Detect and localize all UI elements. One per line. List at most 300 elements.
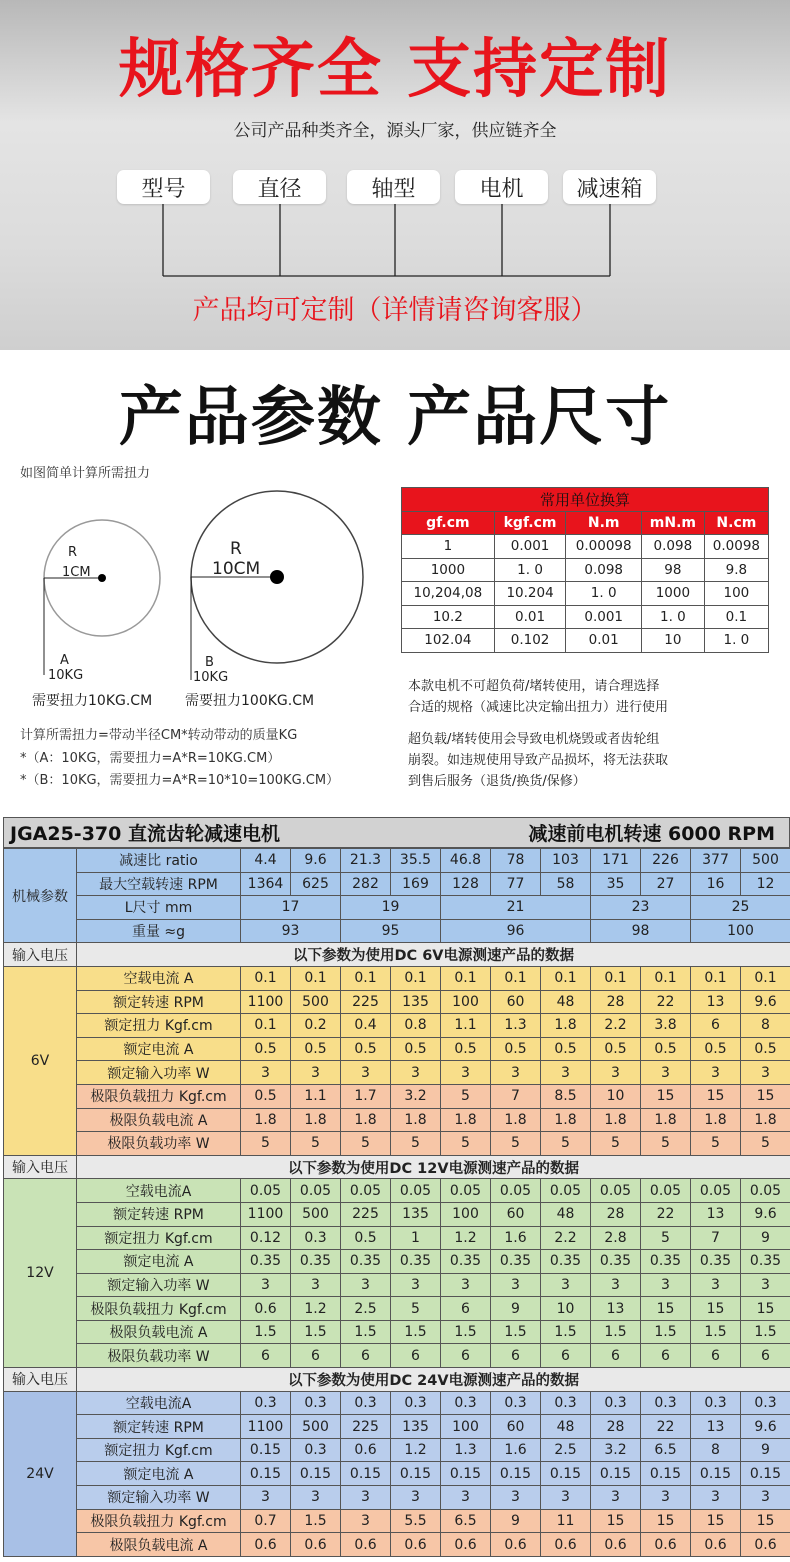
param-cell: 1.8 bbox=[241, 1108, 291, 1132]
param-cell: 3 bbox=[341, 1509, 391, 1533]
warning-block-1 bbox=[408, 676, 668, 718]
ratio-cell: 78 bbox=[491, 849, 541, 873]
param-cell: 10 bbox=[591, 1084, 641, 1108]
row-label: 极限负载扭力 Kgf.cm bbox=[77, 1297, 241, 1321]
param-cell: 1.5 bbox=[591, 1320, 641, 1344]
param-cell: 8 bbox=[691, 1438, 741, 1462]
voltage-banner-row bbox=[4, 1368, 790, 1392]
noload-cell: 16 bbox=[691, 872, 741, 896]
option-diameter: 直径 bbox=[233, 170, 326, 204]
l-size-cell: 25 bbox=[691, 896, 790, 920]
param-cell: 5 bbox=[391, 1297, 441, 1321]
unit-cell: 0.102 bbox=[494, 629, 566, 653]
param-cell: 1.2 bbox=[291, 1297, 341, 1321]
hero-subtitle: 公司产品种类齐全，源头厂家，供应链齐全 bbox=[233, 121, 557, 141]
param-cell: 100 bbox=[441, 1202, 491, 1226]
param-cell: 1.5 bbox=[641, 1320, 691, 1344]
param-row bbox=[4, 1344, 790, 1368]
param-cell: 7 bbox=[691, 1226, 741, 1250]
param-cell: 5 bbox=[441, 1084, 491, 1108]
param-cell: 0.3 bbox=[341, 1391, 391, 1415]
row-label: 额定输入功率 W bbox=[77, 1486, 241, 1510]
param-cell: 3.2 bbox=[591, 1438, 641, 1462]
param-cell: 0.6 bbox=[391, 1533, 441, 1557]
param-cell: 0.5 bbox=[591, 1037, 641, 1061]
param-cell: 1.8 bbox=[691, 1108, 741, 1132]
param-row bbox=[4, 966, 790, 990]
param-cell: 0.1 bbox=[391, 966, 441, 990]
warning-line: 合适的规格（减速比决定输出扭力）进行使用 bbox=[408, 700, 669, 715]
param-cell: 3 bbox=[541, 1273, 591, 1297]
weight-cell: 95 bbox=[341, 919, 441, 943]
unit-cell: 10.204 bbox=[494, 582, 566, 606]
row-label: 空载电流 A bbox=[77, 966, 241, 990]
unit-table-caption: 常用单位换算 bbox=[402, 488, 769, 512]
param-cell: 0.3 bbox=[491, 1391, 541, 1415]
param-cell: 0.35 bbox=[441, 1250, 491, 1274]
param-cell: 3 bbox=[291, 1273, 341, 1297]
param-cell: 1.5 bbox=[491, 1320, 541, 1344]
unit-cell: 1. 0 bbox=[641, 605, 704, 629]
unit-conversion-table bbox=[401, 487, 769, 653]
param-cell: 0.1 bbox=[691, 966, 741, 990]
param-cell: 1.8 bbox=[491, 1108, 541, 1132]
param-cell: 0.1 bbox=[241, 1014, 291, 1038]
param-cell: 0.05 bbox=[341, 1179, 391, 1203]
param-cell: 6 bbox=[441, 1344, 491, 1368]
param-cell: 0.15 bbox=[241, 1462, 291, 1486]
param-cell: 10 bbox=[541, 1297, 591, 1321]
param-cell: 0.35 bbox=[341, 1250, 391, 1274]
large-weight-label: 10KG bbox=[193, 670, 229, 685]
param-cell: 2.2 bbox=[591, 1014, 641, 1038]
param-cell: 0.6 bbox=[241, 1297, 291, 1321]
param-cell: 3 bbox=[691, 1273, 741, 1297]
param-cell: 3 bbox=[591, 1061, 641, 1085]
param-cell: 5 bbox=[541, 1132, 591, 1156]
param-cell: 3 bbox=[441, 1273, 491, 1297]
noload-cell: 35 bbox=[591, 872, 641, 896]
voltage-label: 6V bbox=[4, 966, 77, 1155]
param-row bbox=[4, 1320, 790, 1344]
param-cell: 3 bbox=[341, 1273, 391, 1297]
param-row bbox=[4, 1179, 790, 1203]
param-cell: 1.3 bbox=[491, 1014, 541, 1038]
unit-cell: 98 bbox=[641, 558, 704, 582]
large-r-label: R bbox=[230, 539, 242, 559]
param-cell: 6 bbox=[441, 1297, 491, 1321]
param-cell: 3 bbox=[591, 1273, 641, 1297]
param-cell: 3 bbox=[241, 1061, 291, 1085]
weight-cell: 93 bbox=[241, 919, 341, 943]
input-voltage-label: 输入电压 bbox=[4, 943, 77, 967]
ratio-cell: 103 bbox=[541, 849, 591, 873]
param-cell: 3 bbox=[491, 1061, 541, 1085]
param-cell: 1.8 bbox=[641, 1108, 691, 1132]
param-cell: 0.5 bbox=[541, 1037, 591, 1061]
param-cell: 3.8 bbox=[641, 1014, 691, 1038]
param-cell: 5 bbox=[441, 1132, 491, 1156]
param-cell: 6.5 bbox=[641, 1438, 691, 1462]
row-label: 极限负载扭力 Kgf.cm bbox=[77, 1509, 241, 1533]
param-cell: 2.8 bbox=[591, 1226, 641, 1250]
param-cell: 2.2 bbox=[541, 1226, 591, 1250]
unit-cell: 9.8 bbox=[704, 558, 768, 582]
param-cell: 0.05 bbox=[541, 1179, 591, 1203]
param-cell: 100 bbox=[441, 1415, 491, 1439]
ratio-cell: 226 bbox=[641, 849, 691, 873]
param-row bbox=[4, 1084, 790, 1108]
row-label: 额定电流 A bbox=[77, 1037, 241, 1061]
param-cell: 5 bbox=[391, 1132, 441, 1156]
param-cell: 0.05 bbox=[691, 1179, 741, 1203]
params-title: 产品参数 产品尺寸 bbox=[118, 381, 672, 455]
param-row bbox=[4, 1391, 790, 1415]
row-label: 最大空载转速 RPM bbox=[77, 872, 241, 896]
param-cell: 1.2 bbox=[441, 1226, 491, 1250]
small-weight-label: 10KG bbox=[48, 668, 84, 683]
param-row bbox=[4, 1061, 790, 1085]
param-cell: 0.15 bbox=[691, 1462, 741, 1486]
param-row bbox=[4, 1297, 790, 1321]
param-cell: 0.1 bbox=[341, 966, 391, 990]
param-cell: 0.3 bbox=[441, 1391, 491, 1415]
param-row bbox=[4, 1202, 790, 1226]
param-cell: 1.8 bbox=[541, 1108, 591, 1132]
ratio-cell: 35.5 bbox=[391, 849, 441, 873]
param-cell: 9 bbox=[491, 1509, 541, 1533]
warning-block-2 bbox=[408, 729, 668, 792]
param-cell: 0.3 bbox=[291, 1391, 341, 1415]
param-cell: 0.1 bbox=[441, 966, 491, 990]
param-cell: 1.2 bbox=[391, 1438, 441, 1462]
noload-cell: 169 bbox=[391, 872, 441, 896]
hero-banner bbox=[0, 0, 790, 350]
param-cell: 9 bbox=[491, 1297, 541, 1321]
param-cell: 0.3 bbox=[641, 1391, 691, 1415]
unit-header: N.m bbox=[566, 511, 642, 535]
spec-table-body bbox=[4, 849, 790, 1557]
param-cell: 100 bbox=[441, 990, 491, 1014]
param-cell: 0.05 bbox=[591, 1179, 641, 1203]
unit-cell: 10 bbox=[641, 629, 704, 653]
param-cell: 135 bbox=[391, 990, 441, 1014]
option-motor: 电机 bbox=[455, 170, 548, 204]
param-cell: 9.6 bbox=[741, 990, 790, 1014]
param-cell: 0.3 bbox=[291, 1438, 341, 1462]
param-cell: 1.1 bbox=[441, 1014, 491, 1038]
voltage-label: 24V bbox=[4, 1391, 77, 1556]
param-cell: 3 bbox=[391, 1061, 441, 1085]
warning-line: 到售后服务（退货/换货/保修） bbox=[408, 774, 586, 789]
param-cell: 3.2 bbox=[391, 1084, 441, 1108]
param-cell: 3 bbox=[741, 1486, 790, 1510]
unit-cell: 100 bbox=[704, 582, 768, 606]
param-cell: 0.5 bbox=[491, 1037, 541, 1061]
param-cell: 15 bbox=[691, 1084, 741, 1108]
small-caption: 需要扭力10KG.CM bbox=[32, 693, 153, 709]
param-cell: 5 bbox=[591, 1132, 641, 1156]
param-cell: 6.5 bbox=[441, 1509, 491, 1533]
param-cell: 5 bbox=[691, 1132, 741, 1156]
warning-line: 崩裂。如违规使用导致产品损坏，将无法获取 bbox=[408, 753, 669, 768]
ratio-cell: 171 bbox=[591, 849, 641, 873]
calc-label: 如图简单计算所需扭力 bbox=[20, 466, 151, 481]
param-cell: 1.8 bbox=[441, 1108, 491, 1132]
param-cell: 1.6 bbox=[491, 1226, 541, 1250]
param-cell: 3 bbox=[391, 1486, 441, 1510]
noload-cell: 625 bbox=[291, 872, 341, 896]
param-cell: 1.5 bbox=[241, 1320, 291, 1344]
unit-header: gf.cm bbox=[402, 511, 495, 535]
param-cell: 0.6 bbox=[341, 1438, 391, 1462]
ratio-cell: 9.6 bbox=[291, 849, 341, 873]
param-cell: 0.1 bbox=[741, 966, 790, 990]
voltage-banner: 以下参数为使用DC 12V电源测速产品的数据 bbox=[77, 1155, 790, 1179]
l-size-cell: 19 bbox=[341, 896, 441, 920]
param-cell: 0.5 bbox=[341, 1226, 391, 1250]
param-cell: 5.5 bbox=[391, 1509, 441, 1533]
param-cell: 0.05 bbox=[291, 1179, 341, 1203]
param-cell: 0.05 bbox=[391, 1179, 441, 1203]
option-shaft: 轴型 bbox=[347, 170, 440, 204]
mech-label: 机械参数 bbox=[4, 849, 77, 943]
unit-cell: 1. 0 bbox=[566, 582, 642, 606]
row-label: 空载电流A bbox=[77, 1391, 241, 1415]
weight-cell: 98 bbox=[591, 919, 691, 943]
param-row bbox=[4, 990, 790, 1014]
param-cell: 225 bbox=[341, 1415, 391, 1439]
param-cell: 1.5 bbox=[541, 1320, 591, 1344]
large-radius-label: 10CM bbox=[212, 559, 261, 579]
param-cell: 1100 bbox=[241, 1202, 291, 1226]
spec-section bbox=[3, 817, 790, 1557]
param-cell: 0.3 bbox=[241, 1391, 291, 1415]
param-cell: 8.5 bbox=[541, 1084, 591, 1108]
param-cell: 48 bbox=[541, 990, 591, 1014]
param-cell: 15 bbox=[741, 1297, 790, 1321]
param-cell: 3 bbox=[291, 1061, 341, 1085]
unit-row bbox=[402, 558, 769, 582]
param-cell: 0.6 bbox=[341, 1533, 391, 1557]
param-cell: 1 bbox=[391, 1226, 441, 1250]
param-row bbox=[4, 1438, 790, 1462]
param-row bbox=[4, 1250, 790, 1274]
param-cell: 3 bbox=[641, 1061, 691, 1085]
voltage-label: 12V bbox=[4, 1179, 77, 1368]
param-cell: 0.7 bbox=[241, 1509, 291, 1533]
param-cell: 3 bbox=[641, 1273, 691, 1297]
param-cell: 15 bbox=[741, 1084, 790, 1108]
param-cell: 0.5 bbox=[291, 1037, 341, 1061]
param-cell: 60 bbox=[491, 1202, 541, 1226]
param-cell: 0.35 bbox=[391, 1250, 441, 1274]
param-cell: 1.8 bbox=[541, 1014, 591, 1038]
param-cell: 7 bbox=[491, 1084, 541, 1108]
row-label: 额定扭力 Kgf.cm bbox=[77, 1438, 241, 1462]
unit-cell: 0.001 bbox=[566, 605, 642, 629]
param-cell: 0.15 bbox=[241, 1438, 291, 1462]
param-cell: 6 bbox=[641, 1344, 691, 1368]
param-cell: 15 bbox=[591, 1509, 641, 1533]
param-row bbox=[4, 1533, 790, 1557]
param-cell: 0.1 bbox=[641, 966, 691, 990]
unit-cell: 0.098 bbox=[566, 558, 642, 582]
param-cell: 0.35 bbox=[241, 1250, 291, 1274]
param-cell: 3 bbox=[691, 1061, 741, 1085]
param-row bbox=[4, 1415, 790, 1439]
param-cell: 15 bbox=[641, 1084, 691, 1108]
param-cell: 9 bbox=[741, 1226, 790, 1250]
noload-cell: 77 bbox=[491, 872, 541, 896]
param-cell: 0.6 bbox=[591, 1533, 641, 1557]
param-cell: 0.1 bbox=[591, 966, 641, 990]
row-label: 空载电流A bbox=[77, 1179, 241, 1203]
param-cell: 0.8 bbox=[391, 1014, 441, 1038]
param-cell: 0.1 bbox=[541, 966, 591, 990]
param-cell: 28 bbox=[591, 990, 641, 1014]
row-label: 极限负载功率 W bbox=[77, 1344, 241, 1368]
param-cell: 13 bbox=[691, 1202, 741, 1226]
param-cell: 135 bbox=[391, 1415, 441, 1439]
param-cell: 0.35 bbox=[591, 1250, 641, 1274]
param-cell: 500 bbox=[291, 1202, 341, 1226]
param-cell: 28 bbox=[591, 1202, 641, 1226]
param-cell: 3 bbox=[241, 1273, 291, 1297]
param-cell: 6 bbox=[691, 1344, 741, 1368]
param-cell: 1.5 bbox=[291, 1509, 341, 1533]
param-cell: 1.8 bbox=[741, 1108, 790, 1132]
row-label: 减速比 ratio bbox=[77, 849, 241, 873]
option-model: 型号 bbox=[117, 170, 210, 204]
spec-header bbox=[3, 817, 790, 848]
param-cell: 5 bbox=[741, 1132, 790, 1156]
unit-header: mN.m bbox=[641, 511, 704, 535]
param-cell: 0.15 bbox=[291, 1462, 341, 1486]
row-label: 极限负载功率 W bbox=[77, 1132, 241, 1156]
unit-row bbox=[402, 535, 769, 559]
param-cell: 0.15 bbox=[541, 1462, 591, 1486]
small-center-dot bbox=[98, 574, 106, 582]
param-cell: 5 bbox=[641, 1132, 691, 1156]
param-row bbox=[4, 1014, 790, 1038]
param-cell: 6 bbox=[241, 1344, 291, 1368]
param-row bbox=[4, 1108, 790, 1132]
param-cell: 13 bbox=[691, 990, 741, 1014]
param-cell: 5 bbox=[341, 1132, 391, 1156]
weight-cell: 96 bbox=[441, 919, 591, 943]
param-cell: 1.8 bbox=[341, 1108, 391, 1132]
param-cell: 0.4 bbox=[341, 1014, 391, 1038]
row-label: 额定转速 RPM bbox=[77, 1415, 241, 1439]
param-cell: 0.1 bbox=[291, 966, 341, 990]
param-row bbox=[4, 1462, 790, 1486]
param-cell: 8 bbox=[741, 1014, 790, 1038]
param-row bbox=[4, 1509, 790, 1533]
param-cell: 0.15 bbox=[591, 1462, 641, 1486]
param-cell: 1.1 bbox=[291, 1084, 341, 1108]
voltage-banner-row bbox=[4, 943, 790, 967]
large-center-dot bbox=[270, 570, 284, 584]
param-cell: 0.6 bbox=[641, 1533, 691, 1557]
hero-title: 规格齐全 支持定制 bbox=[118, 33, 672, 107]
row-label: 极限负载电流 A bbox=[77, 1108, 241, 1132]
param-cell: 225 bbox=[341, 1202, 391, 1226]
param-cell: 13 bbox=[691, 1415, 741, 1439]
param-cell: 1.8 bbox=[291, 1108, 341, 1132]
param-cell: 3 bbox=[491, 1273, 541, 1297]
unit-cell: 0.001 bbox=[494, 535, 566, 559]
param-cell: 0.35 bbox=[691, 1250, 741, 1274]
param-cell: 1.8 bbox=[591, 1108, 641, 1132]
noload-cell: 27 bbox=[641, 872, 691, 896]
unit-table-body bbox=[402, 535, 769, 653]
param-cell: 0.35 bbox=[491, 1250, 541, 1274]
param-cell: 0.35 bbox=[741, 1250, 790, 1274]
param-cell: 1.5 bbox=[391, 1320, 441, 1344]
param-cell: 3 bbox=[241, 1486, 291, 1510]
param-cell: 5 bbox=[641, 1226, 691, 1250]
param-cell: 0.12 bbox=[241, 1226, 291, 1250]
small-r-label: R bbox=[68, 545, 78, 560]
param-cell: 0.15 bbox=[491, 1462, 541, 1486]
param-cell: 22 bbox=[641, 990, 691, 1014]
param-row bbox=[4, 1486, 790, 1510]
param-cell: 3 bbox=[641, 1486, 691, 1510]
voltage-banner-row bbox=[4, 1155, 790, 1179]
param-cell: 0.3 bbox=[541, 1391, 591, 1415]
unit-cell: 10,204,08 bbox=[402, 582, 495, 606]
param-cell: 0.6 bbox=[741, 1533, 790, 1557]
param-cell: 60 bbox=[491, 1415, 541, 1439]
small-point-label: A bbox=[60, 653, 69, 668]
unit-cell: 0.0098 bbox=[704, 535, 768, 559]
param-cell: 15 bbox=[641, 1297, 691, 1321]
param-cell: 3 bbox=[691, 1486, 741, 1510]
ratio-cell: 21.3 bbox=[341, 849, 391, 873]
param-cell: 0.3 bbox=[291, 1226, 341, 1250]
row-label: 额定扭力 Kgf.cm bbox=[77, 1014, 241, 1038]
ratio-row bbox=[4, 849, 790, 873]
param-cell: 48 bbox=[541, 1415, 591, 1439]
param-cell: 5 bbox=[491, 1132, 541, 1156]
warning-line: 本款电机不可超负荷/堵转使用，请合理选择 bbox=[408, 679, 660, 694]
param-cell: 135 bbox=[391, 1202, 441, 1226]
param-cell: 3 bbox=[741, 1061, 790, 1085]
param-cell: 6 bbox=[291, 1344, 341, 1368]
param-cell: 0.6 bbox=[491, 1533, 541, 1557]
row-label: 额定电流 A bbox=[77, 1250, 241, 1274]
unit-cell: 1 bbox=[402, 535, 495, 559]
param-cell: 225 bbox=[341, 990, 391, 1014]
formula-main: 计算所需扭力=带动半径CM*转动带动的质量KG bbox=[20, 728, 298, 743]
row-label: 额定转速 RPM bbox=[77, 990, 241, 1014]
param-cell: 9.6 bbox=[741, 1202, 790, 1226]
formula-a: *（A：10KG，需要扭力=A*R=10KG.CM） bbox=[20, 751, 281, 766]
param-cell: 15 bbox=[741, 1509, 790, 1533]
param-cell: 0.35 bbox=[541, 1250, 591, 1274]
ratio-cell: 377 bbox=[691, 849, 741, 873]
unit-row bbox=[402, 582, 769, 606]
param-cell: 9 bbox=[741, 1438, 790, 1462]
l-size-cell: 23 bbox=[591, 896, 691, 920]
param-row bbox=[4, 1132, 790, 1156]
param-cell: 0.3 bbox=[691, 1391, 741, 1415]
model-title: JGA25-370 直流齿轮减速电机 bbox=[10, 823, 280, 845]
row-label: 重量 ≈g bbox=[77, 919, 241, 943]
param-cell: 3 bbox=[741, 1273, 790, 1297]
row-label: 极限负载电流 A bbox=[77, 1320, 241, 1344]
